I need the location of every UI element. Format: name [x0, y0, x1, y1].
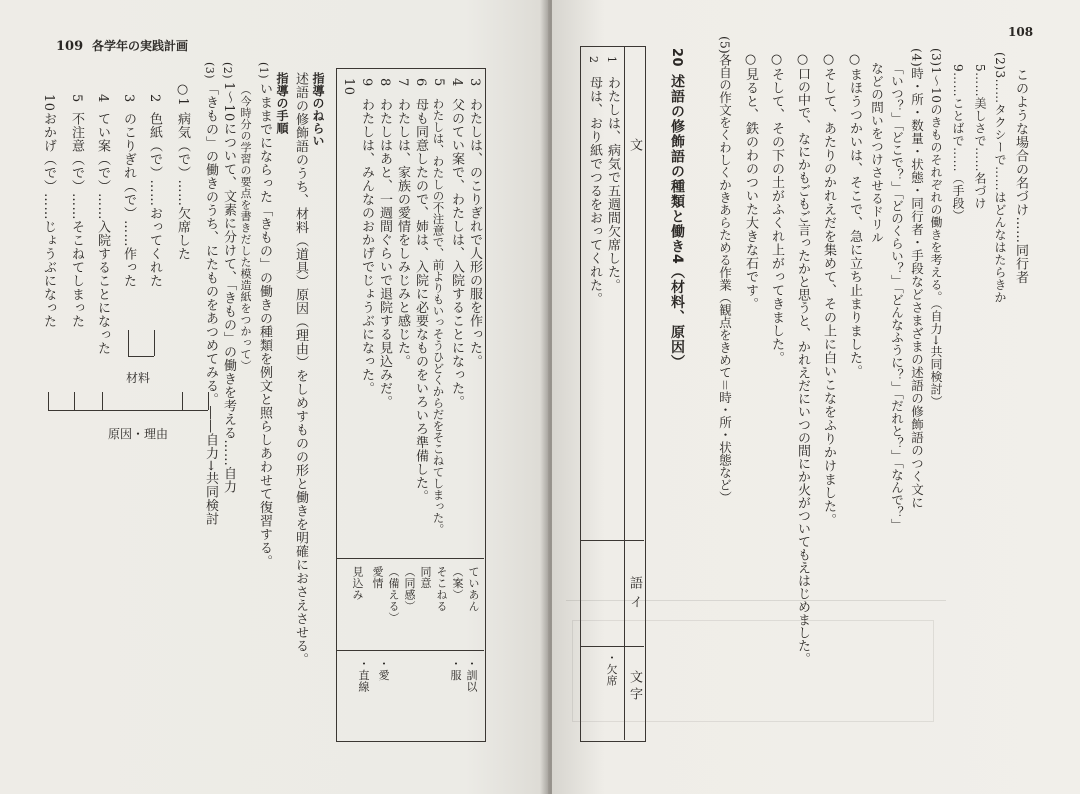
example-line-num: 10 — [341, 78, 356, 96]
text-line: (2)3……タクシーで……はどんなはたらきか — [993, 52, 1007, 304]
bracket-cause — [208, 392, 209, 410]
word-item: 愛情 — [371, 566, 384, 589]
text-line: ○そして、あたりのかれえだを集めて、その上に白いこなをふりかけました。 — [821, 52, 836, 527]
group-item-num: 2 — [147, 94, 162, 103]
procedure-step: （今時分の学習の要点を書きだした模造紙をつかって） — [239, 84, 252, 372]
table-header-sentence: 文 — [627, 138, 642, 152]
example-line: わたしは、家族の愛情をしみじみと感じた。 — [395, 98, 410, 368]
table-kanji: ・欠席 — [605, 652, 618, 687]
procedure-step: いままでにならった「きもの」の働きの種類を例文と照らしあわせて復習する。 — [257, 82, 272, 568]
example-line-num: 4 — [449, 78, 464, 87]
bracket-material — [154, 330, 155, 356]
running-head: 各学年の実践計画 — [92, 39, 189, 53]
label-cause: 原因・理由 — [108, 427, 169, 441]
text-line: などの問いをつけさせるドリル — [869, 62, 885, 244]
group-item-num: 10 — [41, 94, 56, 112]
table-divider — [336, 650, 484, 651]
text-line: 5……美しさで……名づけ — [973, 64, 987, 210]
text-line: このような場合の名づけ……同行者 — [1013, 68, 1028, 284]
group-item: 病気（で）……欠席した — [175, 112, 190, 261]
example-line-num: 3 — [467, 78, 482, 87]
text-line: ○まほうつかいは、そこで、急に立ち止まりました。 — [847, 52, 862, 378]
example-line-num: 7 — [395, 78, 410, 87]
table-line-num: 1 — [605, 56, 618, 64]
text-line: ○見ると、鉄のわのついた大きな石です。 — [743, 52, 758, 311]
example-line: わたしはあと、一週間ぐらいで退院する見込みだ。 — [377, 98, 392, 409]
example-line: 母も同意したので、姉は、入院に必要なものをいろいろ準備した。 — [413, 98, 428, 503]
example-line: わたしは、わたしの不注意で、前よりもいっそうひどくからだをそこねてしまった。 — [431, 98, 446, 535]
word-item: 同意 — [419, 566, 432, 589]
right-page — [552, 0, 1080, 794]
table-line-num: 2 — [587, 56, 600, 64]
text-line: ○口の中で、なにかもごもご言ったかと思うと、かれえだにいつの間にか火がついてもえはじめました。 — [795, 52, 810, 665]
word-item: （同感） — [403, 566, 416, 612]
word-item: ていあん — [467, 566, 480, 612]
example-line-num: 9 — [359, 78, 374, 87]
word-item: 見込み — [351, 566, 364, 601]
bracket-cause — [102, 392, 103, 410]
example-line: わたしは、のこりぎれで人形の服を作った。 — [467, 98, 482, 368]
kanji-item: ・服 — [449, 658, 462, 681]
bracket-cause — [48, 392, 49, 410]
label-material: 材料 — [126, 371, 151, 385]
table-header-word: 語イ — [627, 576, 642, 614]
page-number-right: 108 — [1008, 25, 1034, 39]
page-number-left: 109 — [56, 39, 84, 54]
example-line-num: 8 — [377, 78, 392, 87]
table-line: 母は、おり紙でつるをおってくれた。 — [587, 76, 602, 306]
bracket-cause — [182, 392, 183, 410]
group-item: のこりぎれ（で）……作った — [121, 112, 136, 288]
section-title: 述語の修飾語の種類と働き4（材料、原因） — [669, 74, 685, 370]
procedure-step-num: (3) — [203, 62, 216, 80]
table-line: わたしは、病気で五週間欠席した。 — [605, 76, 620, 292]
example-line-num: 6 — [413, 78, 428, 87]
word-item: （案） — [451, 566, 464, 601]
word-item: （備える） — [387, 566, 400, 624]
bleed-through-box — [572, 620, 934, 722]
procedure-step: 1〜10について、文素に分けて、「きもの」の働きを考える……自力 — [221, 82, 236, 494]
example-line-num: 5 — [431, 78, 446, 87]
text-line: 「いつ？」「どこで？」「どのくらい？」「どんなふうに？」「だれと？」「なんで？」 — [889, 62, 905, 531]
aim-text: 述語の修飾語のうち、材料（道具）原因（理由）をしめすものの形と働きを明確におさえさせる。 — [293, 72, 308, 666]
group-item-num: 5 — [69, 94, 84, 103]
bracket-cause — [74, 392, 75, 410]
kanji-item: ・直線 — [357, 658, 370, 693]
group-item: 色紙（で）……おってくれた — [147, 112, 162, 288]
table-divider — [336, 558, 484, 559]
procedure-step-num: (2) — [221, 62, 234, 80]
group-item-num: 4 — [95, 94, 110, 103]
table-header-kanji: 文字 — [627, 670, 642, 704]
group-item-num: 3 — [121, 94, 136, 103]
group-item-num: ○1 — [175, 82, 190, 107]
procedure-step: 「きもの」の働きのうち、にたものをあつめてみる。――自力→共同検討 — [203, 82, 218, 526]
word-item: そこねる — [435, 566, 448, 612]
procedure-title: 指導の手順 — [275, 72, 289, 135]
text-line: (3)1〜10のきものそれぞれの働きを考える。（自力→共同検討） — [929, 48, 943, 408]
example-line: 父のてい案で、わたしは、入院することになった。 — [449, 98, 464, 409]
aim-title: 指導のねらい — [311, 72, 325, 147]
example-line: わたしは、みんなのおかげでじょうぶになった。 — [359, 98, 374, 395]
kanji-item: ・訓以 — [465, 658, 478, 693]
text-line: ○そして、その下の土がふくれ上がってきました。 — [769, 52, 784, 365]
group-item: おかげ（で）……じょうぶになった — [41, 112, 56, 328]
bleed-through-line — [566, 600, 946, 601]
group-item: てい案（で）……入院することになった — [95, 112, 110, 355]
section-number: 20 — [669, 48, 684, 68]
text-line: 9……ことばで……（手段） — [951, 64, 965, 223]
text-line: (5)各自の作文をくわしくかきあらためる作業（観点をきめて＝時・所・状態など） — [717, 36, 733, 504]
bracket-material — [128, 330, 129, 356]
kanji-item: ・愛 — [377, 658, 390, 681]
bracket-material — [128, 356, 154, 357]
group-item: 不注意（で）……そこねてしまった — [69, 112, 84, 328]
table-divider — [580, 540, 644, 541]
procedure-step-num: (1) — [257, 62, 270, 80]
text-line: (4)時・所・数量・状態・同行者・手段などさまざまの述語の修飾語のつく文に — [909, 48, 925, 510]
bracket-cause — [48, 410, 208, 411]
